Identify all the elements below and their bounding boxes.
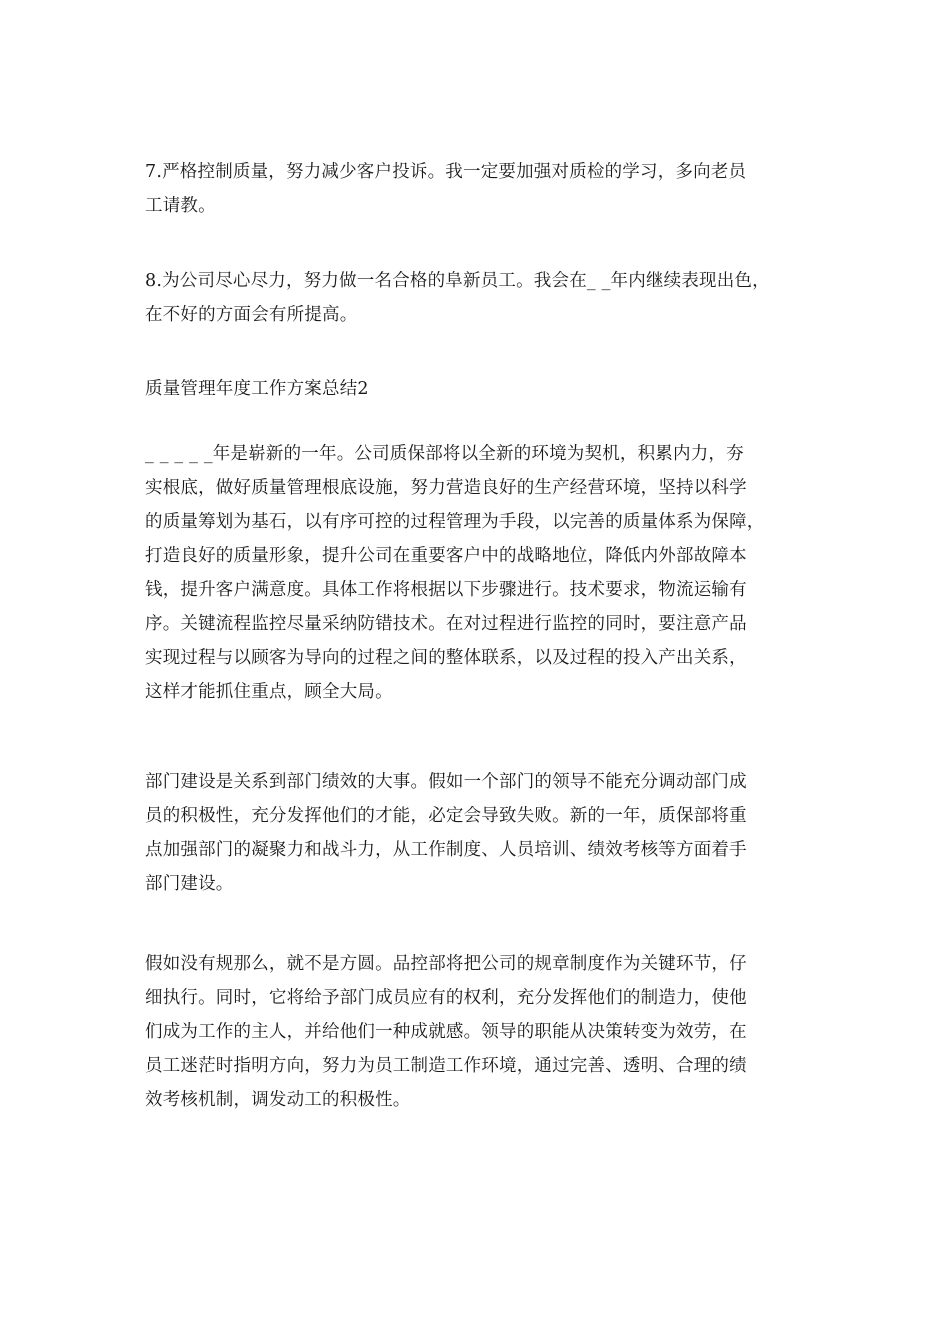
text-line: 效考核机制，调发动工的积极性。 <box>145 1090 411 1110</box>
paragraph-item-7 <box>145 155 810 223</box>
text-line: 部门建设是关系到部门绩效的大事。假如一个部门的领导不能充分调动部门成 <box>145 772 747 792</box>
text-line: 实现过程与以顾客为导向的过程之间的整体联系，以及过程的投入产出关系， <box>145 648 747 668</box>
text-line: 工请教。 <box>145 196 216 216</box>
text-line: _ _ _ _ _年是崭新的一年。公司质保部将以全新的环境为契机，积累内力，夯 <box>145 444 744 464</box>
text-line: 员工迷茫时指明方向，努力为员工制造工作环境，通过完善、透明、合理的绩 <box>145 1056 747 1076</box>
text-line: 部门建设。 <box>145 874 234 894</box>
text-line: 在不好的方面会有所提高。 <box>145 305 358 325</box>
paragraph-rules <box>145 947 810 1117</box>
paragraph-intro <box>145 437 810 709</box>
text-line: 8.为公司尽心尽力，努力做一名合格的阜新员工。我会在_ _年内继续表现出色， <box>145 271 770 291</box>
text-line: 序。关键流程监控尽量采纳防错技术。在对过程进行监控的同时，要注意产品 <box>145 614 747 634</box>
text-line: 打造良好的质量形象，提升公司在重要客户中的战略地位，降低内外部故障本 <box>145 546 747 566</box>
text-line: 们成为工作的主人，并给他们一种成就感。领导的职能从决策转变为效劳，在 <box>145 1022 747 1042</box>
section-heading <box>145 372 810 406</box>
text-line: 的质量筹划为基石，以有序可控的过程管理为手段，以完善的质量体系为保障， <box>145 512 765 532</box>
text-line: 假如没有规那么，就不是方圆。品控部将把公司的规章制度作为关键环节，仔 <box>145 954 747 974</box>
paragraph-item-8 <box>145 264 810 332</box>
text-line: 钱，提升客户满意度。具体工作将根据以下步骤进行。技术要求，物流运输有 <box>145 580 747 600</box>
text-line: 员的积极性，充分发挥他们的才能，必定会导致失败。新的一年，质保部将重 <box>145 806 747 826</box>
text-line: 实根底，做好质量管理根底设施，努力营造良好的生产经营环境，坚持以科学 <box>145 478 747 498</box>
text-line: 细执行。同时，它将给予部门成员应有的权利，充分发挥他们的制造力，使他 <box>145 988 747 1008</box>
text-line: 点加强部门的凝聚力和战斗力，从工作制度、人员培训、绩效考核等方面着手 <box>145 840 747 860</box>
paragraph-department-building <box>145 765 810 901</box>
text-line: 7.严格控制质量，努力减少客户投诉。我一定要加强对质检的学习，多向老员 <box>145 162 747 182</box>
text-line: 这样才能抓住重点，顾全大局。 <box>145 682 393 702</box>
heading-text: 质量管理年度工作方案总结2 <box>145 379 369 399</box>
